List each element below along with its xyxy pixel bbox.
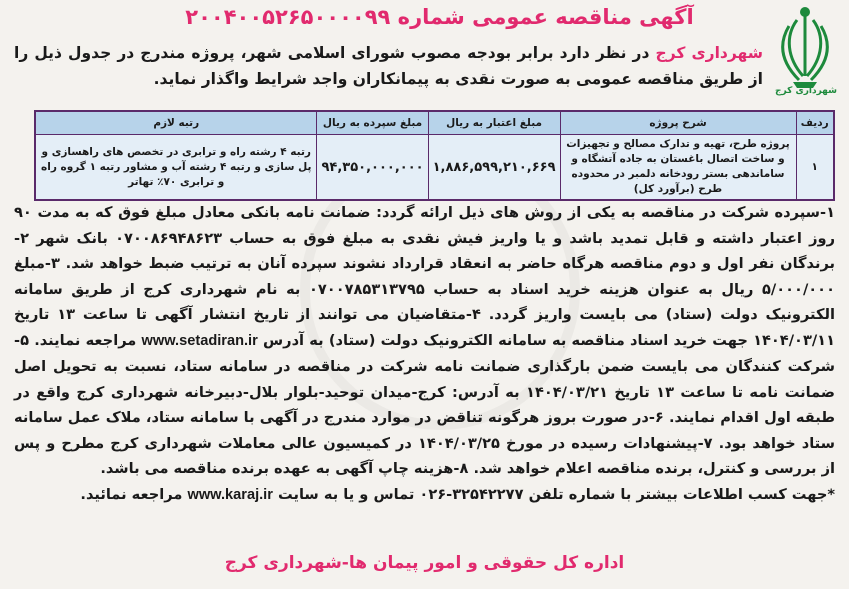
header-deposit: مبلغ سپرده به ریال bbox=[317, 111, 428, 135]
cell-deposit: ۹۴,۳۵۰,۰۰۰,۰۰۰ bbox=[317, 135, 428, 201]
contact-text: *جهت کسب اطلاعات بیشتر با شماره تلفن ۳۲۵۴۲۲۷۷-۰۲۶ تماس و یا به سایت bbox=[278, 485, 835, 503]
org-name: شهرداری کرج bbox=[655, 44, 763, 62]
ad-title: آگهی مناقصه عمومی شماره ۲۰۰۴۰۰۵۲۶۵۰۰۰۰۹۹ bbox=[185, 5, 694, 29]
header-credit: مبلغ اعتبار به ریال bbox=[428, 111, 560, 135]
conditions-part-1: ۱-سپرده شرکت در مناقصه به یکی از روش های ذیل ارائه گردد: ضمانت نامه بانکی معادل مبلغ فوق که به مدت ۹۰ روز اعتبار داشته و قابل تمدید باشد و یا واریز فیش نقدی به مبلغ فوق به حساب ۰۷۰۰۸۶۹۴۸۶۲۳ بانک شهر ۲-برندگان نفر اول و دوم مناقصه هرگاه حاضر به انعقاد قرارداد نشوند سپرده آنان به ترتیب ضبط خواهد شد. ۳-مبلغ ۵/۰۰۰/۰۰۰ ریال به عنوان هزینه خرید اسناد به حساب ۰۷۰۰۷۸۵۳۱۳۷۹۵ به نام شهرداری کرج از طریق سامانه الکترونیک دولت (ستاد) می بایست واریز گردد. ۴-متقاضیان می توانند از تاریخ انتشار آگهی تا ساعت ۱۳ تاریخ ۱۴۰۴/۰۳/۱۱ جهت خرید اسناد مناقصه به سامانه الکترونیک دولت (ستاد) به آدرس bbox=[14, 204, 835, 349]
cell-grade: رتبه ۴ رشته راه و ترابری در تخصص های راهسازی و پل سازی و رتبه ۴ رشته آب و مشاور رتبه ۱ گروه راه و ترابری ۷۰٪ تهاتر bbox=[35, 135, 317, 201]
intro-text: در نظر دارد برابر بودجه مصوب شورای اسلامی شهر، پروژه مندرج در جدول ذیل را از طریق مناقصه عمومی به صورت نقدی به پیمانکاران واجد شرایط واگذار نماید. bbox=[14, 44, 763, 88]
table-row bbox=[35, 135, 834, 201]
table-header-row bbox=[35, 111, 834, 135]
header-description: شرح پروژه bbox=[560, 111, 796, 135]
contact-end: مراجعه نمائید. bbox=[80, 485, 183, 503]
conditions-part-2: مراجعه نمایند. ۵-شرکت کنندگان می بایست ضمن بارگذاری ضمانت نامه شرکت در مناقصه در سامانه ستاد، نسبت به تحویل اصل ضمانت نامه تا ساعت ۱۳ تاریخ ۱۴۰۴/۰۳/۲۱ به آدرس: کرج-میدان توحید-بلوار بلال-دبیرخانه شهرداری کرج واقع در طبقه اول اقدام نمایند. ۶-در صورت بروز هرگونه تناقض در موارد مندرج در آگهی با سامانه ستاد، ملاک عمل سامانه ستاد خواهد بود. ۷-پیشنهادات رسیده در مورخ ۱۴۰۴/۰۳/۲۵ در کمیسیون عالی معاملات شهرداری کرج مطرح و پس از بررسی و کنترل، برنده مناقصه اعلام خواهد شد. ۸-هزینه چاپ آگهی به عهده برنده مناقصه می باشد. bbox=[14, 331, 835, 477]
header-index: ردیف bbox=[796, 111, 834, 135]
cell-credit: ۱,۸۸۶,۵۹۹,۲۱۰,۶۶۹ bbox=[428, 135, 560, 201]
cell-description: پروژه طرح، تهیه و تدارک مصالح و تجهیزات و ساخت اتصال باغستان به جاده آتشگاه و ساماندهی بستر رودخانه دلمبر در محدوده طرح (برآورد کل) bbox=[560, 135, 796, 201]
intro-paragraph bbox=[14, 40, 763, 92]
project-table bbox=[34, 110, 835, 201]
footer-signature: اداره کل حقوقی و امور پیمان ها-شهرداری کرج bbox=[224, 553, 625, 573]
header-grade: رتبه لازم bbox=[35, 111, 317, 135]
cell-index: ۱ bbox=[796, 135, 834, 201]
setad-link[interactable]: www.setadiran.ir bbox=[141, 332, 258, 349]
conditions-text bbox=[14, 200, 835, 508]
karaj-link[interactable]: www.karaj.ir bbox=[187, 486, 273, 503]
logo-caption: شهرداری کرج bbox=[775, 86, 837, 96]
